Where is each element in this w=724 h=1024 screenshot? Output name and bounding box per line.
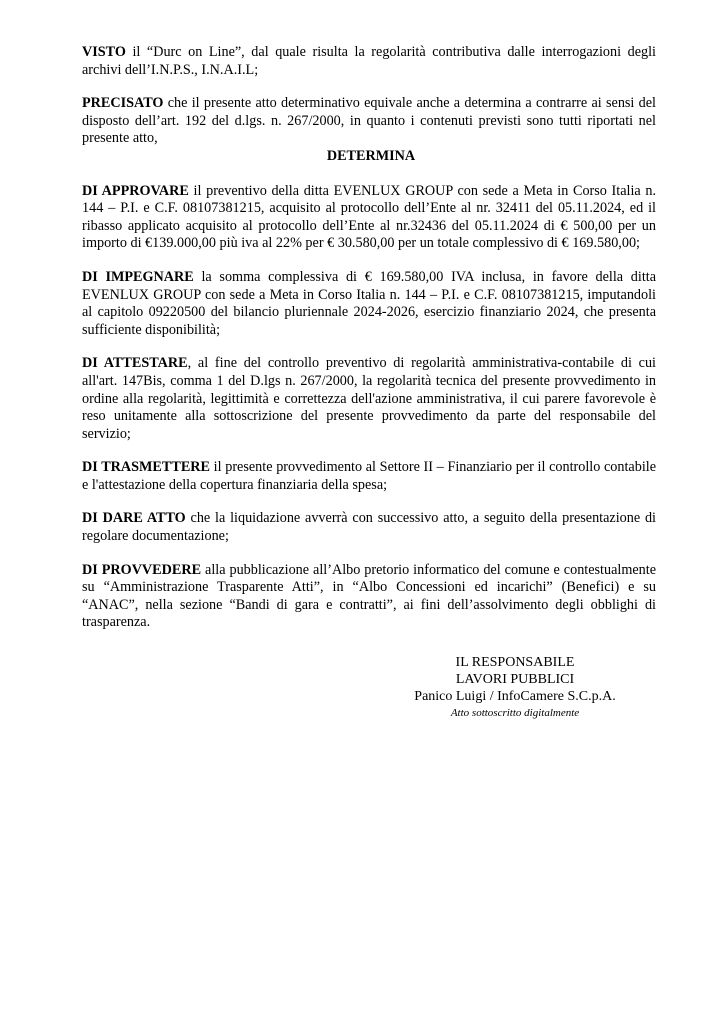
paragraph-dare-atto-lead: DI DARE ATTO <box>82 510 186 527</box>
document-body <box>82 44 656 648</box>
signature-name: Panico Luigi / InfoCamere S.C.p.A. <box>414 689 616 705</box>
paragraph-attestare <box>82 355 656 443</box>
paragraph-approvare-lead: DI APPROVARE <box>82 182 189 199</box>
paragraph-attestare-lead: DI ATTESTARE <box>82 355 188 372</box>
paragraph-approvare <box>82 183 656 253</box>
signature-title: IL RESPONSABILE <box>455 655 575 670</box>
paragraph-provvedere-text: alla pubblicazione all’Albo pretorio informatico del comune e contestualmente su “Amministrazione Trasparente Atti”, in “Albo Concessioni ed incarichi” (Benefici) e su “ANAC”, nella sezione “Bandi di gara e contratti”, ai fini dell’assolvimento degli obblighi di trasparenza. <box>82 561 656 631</box>
paragraph-precisato-text: che il presente atto determinativo equivale anche a determina a contrarre ai sensi del disposto dell’art. 192 del d.lgs. n. 267/2000, in quanto i contenuti previsti sono tutti riportati nel presente atto, <box>82 95 656 147</box>
paragraph-impegnare-text: la somma complessiva di € 169.580,00 IVA inclusa, in favore della ditta EVENLUX GROUP con sede a Meta in Corso Italia n. 144 – P.I. e C.F. 08107381215, imputandoli al capitolo 09220500 del bilancio pluriennale 2024-2026, esercizio finanziario 2024, che presenta sufficiente disponibilità; <box>82 268 657 338</box>
paragraph-impegnare-lead: DI IMPEGNARE <box>82 268 194 285</box>
paragraph-provvedere-lead: DI PROVVEDERE <box>82 561 202 578</box>
paragraph-visto <box>82 44 656 79</box>
signature-block <box>410 654 620 720</box>
paragraph-trasmettere-text: il presente provvedimento al Settore II – Finanziario per il controllo contabile e l'attestazione della copertura finanziaria della spesa; <box>82 459 657 493</box>
paragraph-attestare-text: , al fine del controllo preventivo di regolarità amministrativa-contabile di cui all'art. 147Bis, comma 1 del D.lgs n. 267/2000, la regolarità tecnica del presente provvedimento in ordine alla regolarità, legittimità e correttezza dell'azione amministrativa, il cui parere favorevole è reso unitamente alla sottoscrizione del presente provvedimento da parte del responsabile del servizio; <box>82 355 656 442</box>
paragraph-visto-lead: VISTO <box>82 44 126 60</box>
paragraph-approvare-text: il preventivo della ditta EVENLUX GROUP con sede a Meta in Corso Italia n. 144 – P.I. e C.F. 08107381215, acquisito al protocollo dell’Ente al nr. 32411 del 05.11.2024, ed il ribasso applicato acquisito al protocollo dell’Ente al nr.32436 del 05.11.2024 di € 500,00 per un importo di €139.000,00 più iva al 22% per € 30.580,00 per un totale complessivo di € 169.580,00; <box>82 182 656 252</box>
signature-office: LAVORI PUBBLICI <box>455 672 575 688</box>
determina-heading: DETERMINA <box>326 147 416 164</box>
paragraph-dare-atto-text: che la liquidazione avverrà con successivo atto, a seguito della presentazione di regolare documentazione; <box>82 510 656 545</box>
paragraph-precisato-lead: PRECISATO <box>82 95 164 112</box>
paragraph-visto-text: il “Durc on Line”, dal quale risulta la regolarità contributiva dalle interrogazioni degli archivi dell’I.N.P.S., I.N.A.I.L; <box>82 44 656 78</box>
paragraph-provvedere <box>82 562 656 632</box>
paragraph-precisato <box>82 95 656 148</box>
paragraph-impegnare <box>82 269 656 339</box>
paragraph-trasmettere-lead: DI TRASMETTERE <box>82 459 210 476</box>
signature-note: Atto sottoscritto digitalmente <box>450 706 580 719</box>
paragraph-trasmettere <box>82 459 656 494</box>
paragraph-dare-atto <box>82 510 656 545</box>
